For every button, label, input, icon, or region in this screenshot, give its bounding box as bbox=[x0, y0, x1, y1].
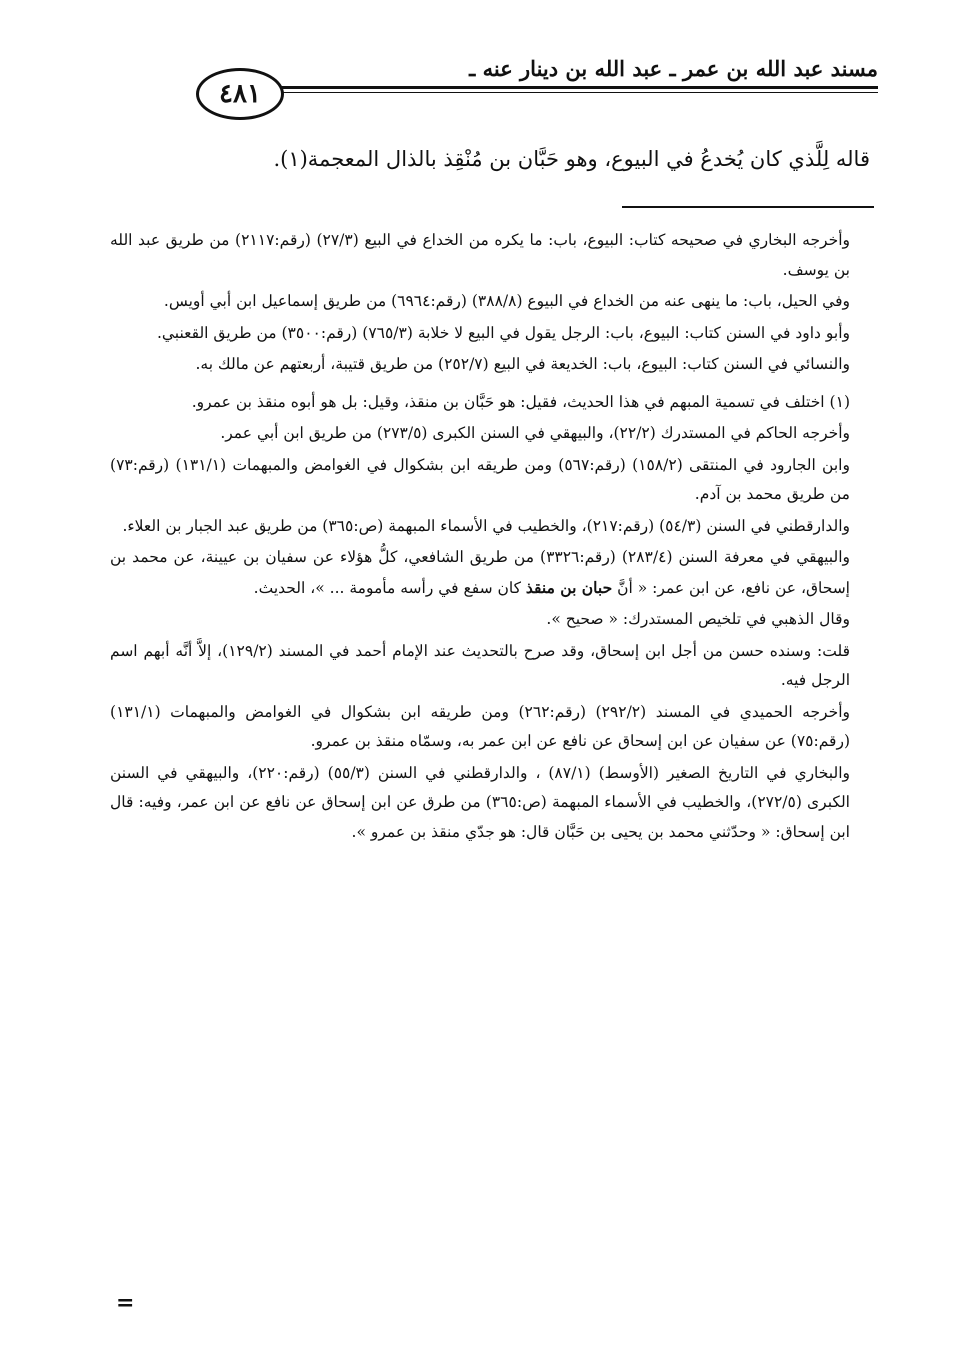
header-rule-thin bbox=[280, 92, 878, 93]
footnote-para: وأخرجه الحميدي في المسند (٢٩٢/٢) (رقم:٢٦٢) ومن طريقه ابن بشكوال في الغوامض والمبهمات (١٣١/١) (رقم:٧٥) عن سفيان عن ابن إسحاق عن نافع عن ابن عمر به، وسمّاه منقذ بن عمرو. bbox=[110, 702, 850, 750]
footnotes bbox=[110, 226, 850, 849]
bayhaqi-text-before: والبيهقي في معرفة السنن (٢٨٣/٤) (رقم:٣٣٢٦) من طريق الشافعي، كلُّ هؤلاء عن سفيان بن عيينة، عن محمد بن إسحاق، عن نافع، عن ابن عمر: « أنَّ bbox=[110, 548, 850, 597]
footnote-para: قلت: وسنده حسن من أجل ابن إسحاق، وقد صرح بالتحديث عند الإمام أحمد في المسند (١٢٩/٢)، إلاَّ أنَّه أبهم اسم الرجل فيه. bbox=[110, 641, 850, 689]
footnote-separator bbox=[622, 206, 874, 208]
footnote-text: اختلف في تسمية المبهم في هذا الحديث، فقيل: هو حَبَّان بن منقذ، وقيل: بل هو أبوه منقذ بن عمرو. bbox=[191, 392, 825, 411]
footnote-para: وأخرجه البخاري في صحيحه كتاب: البيوع، باب: ما يكره من الخداع في البيع (٢٧/٣) (رقم:٢١١٧) من طريق عبد الله بن يوسف. bbox=[110, 231, 850, 279]
footnote-para: وأخرجه الحاكم في المستدرك (٢٢/٢)، والبيهقي في السنن الكبرى (٢٧٣/٥) من طريق ابن أبي عمر. bbox=[220, 424, 850, 442]
continuation-mark: = bbox=[116, 1290, 135, 1316]
main-text bbox=[110, 136, 870, 182]
page-number: ٤٨١ bbox=[196, 68, 284, 120]
footnote-1 bbox=[110, 388, 850, 418]
footnote-para-bayhaqi bbox=[110, 543, 850, 603]
bayhaqi-text-after: كان سفع في رأسه مأمومة ... »، الحديث. bbox=[253, 578, 526, 597]
running-title: مسند عبد الله بن عمر ـ عبد الله بن دينار عنه ـ bbox=[469, 56, 878, 81]
footnote-para: والدارقطني في السنن (٥٤/٣) (رقم:٢١٧)، والخطيب في الأسماء المبهمة (ص:٣٦٥) من طريق عبد الجبار بن العلاء. bbox=[122, 516, 850, 535]
footnote-para: والبخاري في التاريخ الصغير (الأوسط) (٨٧/١) ، والدارقطني في السنن (٥٥/٣) (رقم:٢٢٠)، والبيهقي في السنن الكبرى (٢٧٢/٥)، والخطيب في الأسماء المبهمة (ص:٣٦٥) من طرق عن ابن إسحاق عن نافع عن ابن عمر، وفيه: قال ابن إسحاق: « وحدّثني محمد بن يحيى بن حَبَّان قال: هو جدّي منقذ بن عمرو ». bbox=[110, 763, 850, 841]
footnote-para: وفي الحيل، باب: ما ينهى عنه من الخداع في البيوع (٣٨٨/٨) (رقم:٦٩٦٤) من طريق إسماعيل ابن أبي أويس. bbox=[163, 292, 850, 310]
footnote-para: والنسائي في السنن كتاب: البيوع، باب: الخديعة في البيع (٢٥٢/٧) من طريق قتيبة، أربعتهم عن مالك به. bbox=[195, 355, 850, 373]
header-rule-thick bbox=[280, 86, 878, 89]
footnote-para: وابن الجارود في المنتقى (١٥٨/٢) (رقم:٥٦٧) ومن طريقه ابن بشكوال في الغوامض والمبهمات (١٣١/١) (رقم:٧٣) من طريق محمد بن آدم. bbox=[110, 455, 850, 503]
main-text-line: قاله لِلَّذي كان يُخدعُ في البيوع، وهو حَبَّان بن مُنْقِذ بالذال المعجمة(١). bbox=[273, 147, 870, 171]
footnote-para: وقال الذهبي في تلخيص المستدرك: « صحيح ». bbox=[546, 610, 850, 628]
footnote-para: وأبو داود في السنن كتاب: البيوع، باب: الرجل يقول في البيع لا خلابة (٧٦٥/٣) (رقم:٣٥٠٠) من طريق القعنبي. bbox=[156, 323, 850, 342]
footnote-number: (١) bbox=[829, 392, 850, 411]
bayhaqi-bold-name: حبان بن منقذ bbox=[525, 577, 613, 597]
